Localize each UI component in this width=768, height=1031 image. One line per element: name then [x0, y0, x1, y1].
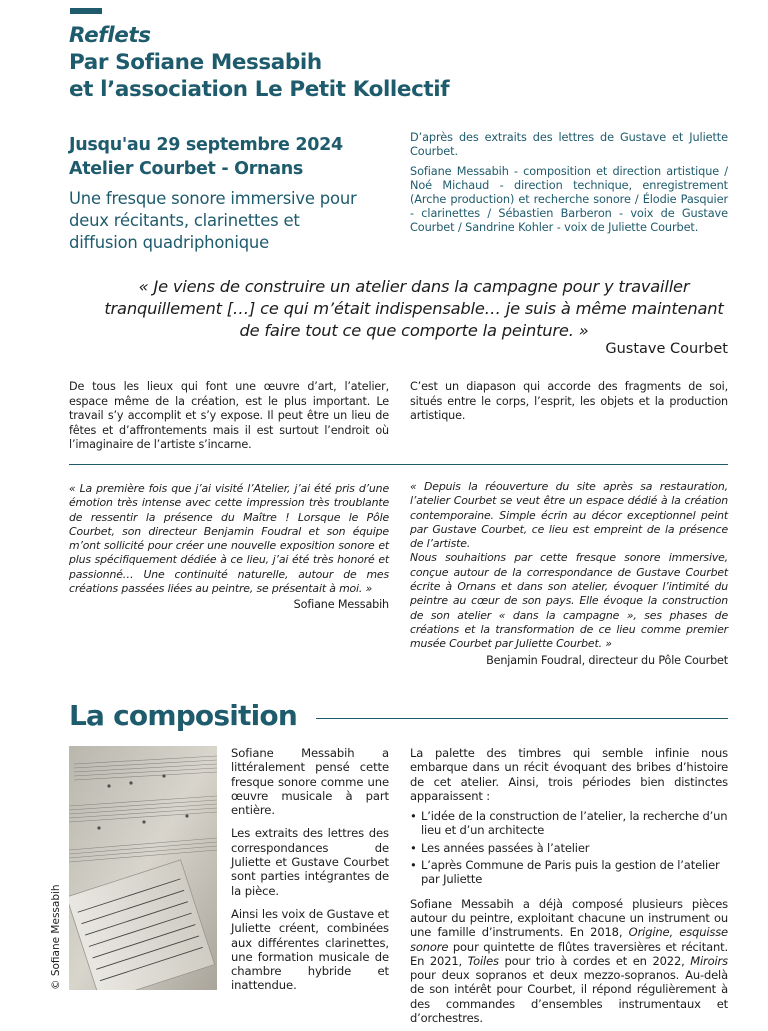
list-item: • Les années passées à l’atelier	[410, 841, 728, 855]
intro-left: De tous les lieux qui font une œuvre d’art, l’atelier, espace même de la création, est le plus important. Le travail s’y accomplit et s’y expose. Il peut être un lieu de fêtes et d’affrontements mais il est surtout l’endroit où l’imaginaire de l’artiste s’incarne.	[69, 380, 389, 451]
composition-middle-column	[231, 746, 389, 1002]
credits-block	[410, 131, 728, 241]
score-photo	[69, 746, 217, 990]
works-text: pour trio à cordes et en 2022,	[498, 953, 691, 968]
title-association-line: et l’association Le Petit Kollectif	[69, 77, 450, 102]
testimonial-signature: Sofiane Messabih	[293, 598, 389, 612]
photo-credit: © Sofiane Messabih	[50, 884, 62, 990]
event-info	[69, 133, 343, 181]
section-title-composition: La composition	[69, 699, 297, 732]
score-photo-illustration	[69, 746, 217, 990]
main-quote: « Je viens de construire un atelier dans la campagne pour y travailler tranquillement […] ce qui m’était indispensable… je suis à même maintenant de faire tout ce que comporte la peinture. »	[104, 277, 724, 340]
works-text: pour deux sopranos et deux mezzo-sopranos. Au-delà de son intérêt pour Courbet, il répond régulièrement à des commandes d’ensembles instrumentaux et d’orchestres.	[410, 968, 728, 1026]
testimonial-signature: Benjamin Foudral, directeur du Pôle Courbet	[486, 653, 728, 667]
composition-paragraph: Ainsi les voix de Gustave et Juliette créent, combinées aux différentes clarinettes, une formation musicale de chambre hybride et inattendue.	[231, 906, 390, 993]
works-text: pour quintette de flûtes traversières et récitant. En 2021,	[410, 939, 728, 968]
accent-bar	[70, 8, 102, 14]
composition-right-column	[410, 746, 728, 1031]
testimonial-text: « La première fois que j’ai visité l’Atelier, j’ai été pris d’une émotion très intense avec cette impression très troublante de ressentir la présence du Maître ! Lorsque le Pôle Courbet, son directeur Benjamin Foudral et son équipe m’ont sollicité pour créer une nouvelle exposition sonore et plus spécifiquement dédiée à ce lieu, j’ai été très honoré et passionné… Une continuité naturelle, autour de mes créations passées liées au peintre, se présentait à moi. »	[69, 482, 389, 596]
section-divider	[69, 464, 728, 465]
intro-right: C’est un diapason qui accorde des fragments de soi, situés entre le corps, l’esprit, les objets et la production artistique.	[410, 380, 728, 422]
testimonial-text-2: Nous souhaitions par cette fresque sonore immersive, conçue autour de la correspondance de Gustave Courbet écrite à Ornans et dans son atelier, évoquer l’intimité du peintre au cœur de son pays. Elle évoque la construction de son atelier « dans la campagne », ses phases de créations et la transformation de ce lieu comme premier musée Courbet par Juliette Courbet. »	[410, 551, 728, 651]
event-date: Jusqu'au 29 septembre 2024	[69, 135, 343, 155]
testimonial-text-1: « Depuis la réouverture du site après sa restauration, l’atelier Courbet se veut être un espace dédié à la création contemporaine. Simple écrin au décor exceptionnel peint par Gustave Courbet, ce lieu est empreint de la présence de l’artiste.	[410, 480, 728, 551]
works-text: Sofiane Messabih a déjà composé plusieurs pièces autour du peintre, exploitant chacune un instrument ou une famille d’instruments. En 2018,	[410, 896, 728, 940]
event-subtitle: Une fresque sonore immersive pour deux récitants, clarinettes et diffusion quadriphonique	[69, 189, 357, 252]
list-item: • L’après Commune de Paris puis la gestion de l’atelier par Juliette	[410, 858, 728, 887]
list-item: • L’idée de la construction de l’atelier, la recherche d’un lieu et d’un architecte	[410, 809, 728, 838]
periods-list	[410, 809, 728, 886]
title-author-line: Par Sofiane Messabih	[69, 50, 322, 75]
testimonial-foudral	[410, 480, 728, 668]
composition-paragraph: Les extraits des lettres des correspondances de Juliette et Gustave Courbet sont parties intégrantes de la pièce.	[231, 826, 389, 898]
credits-team: Sofiane Messabih - composition et direction artistique / Noé Michaud - direction technique, enregistrement (Arche production) et recherche sonore / Élodie Pasquier - clarinettes / Sébastien Barberon - voix de Gustave Courbet / Sandrine Kohler - voix de Juliette Courbet.	[410, 165, 728, 234]
credits-source: D’après des extraits des lettres de Gustave et Juliette Courbet.	[410, 131, 728, 158]
quote-author: Gustave Courbet	[605, 341, 728, 357]
event-place: Atelier Courbet - Ornans	[69, 159, 303, 179]
composition-works-paragraph	[410, 897, 728, 1026]
page-title	[69, 22, 449, 103]
work-title: Miroirs	[690, 953, 728, 968]
testimonial-messabih	[69, 482, 389, 613]
work-title: Origine, esquisse sonore	[410, 925, 728, 954]
composition-paragraph: Sofiane Messabih a littéralement pensé cette fresque sonore comme une œuvre musicale à part entière.	[231, 746, 389, 818]
title-reflets: Reflets	[69, 23, 151, 48]
composition-intro: La palette des timbres qui semble infinie nous embarque dans un récit évoquant des bribes d’histoire de cet atelier. Ainsi, trois périodes bien distinctes apparaissent :	[410, 746, 728, 803]
work-title: Toiles	[467, 953, 499, 968]
section-title-rule	[316, 718, 728, 719]
